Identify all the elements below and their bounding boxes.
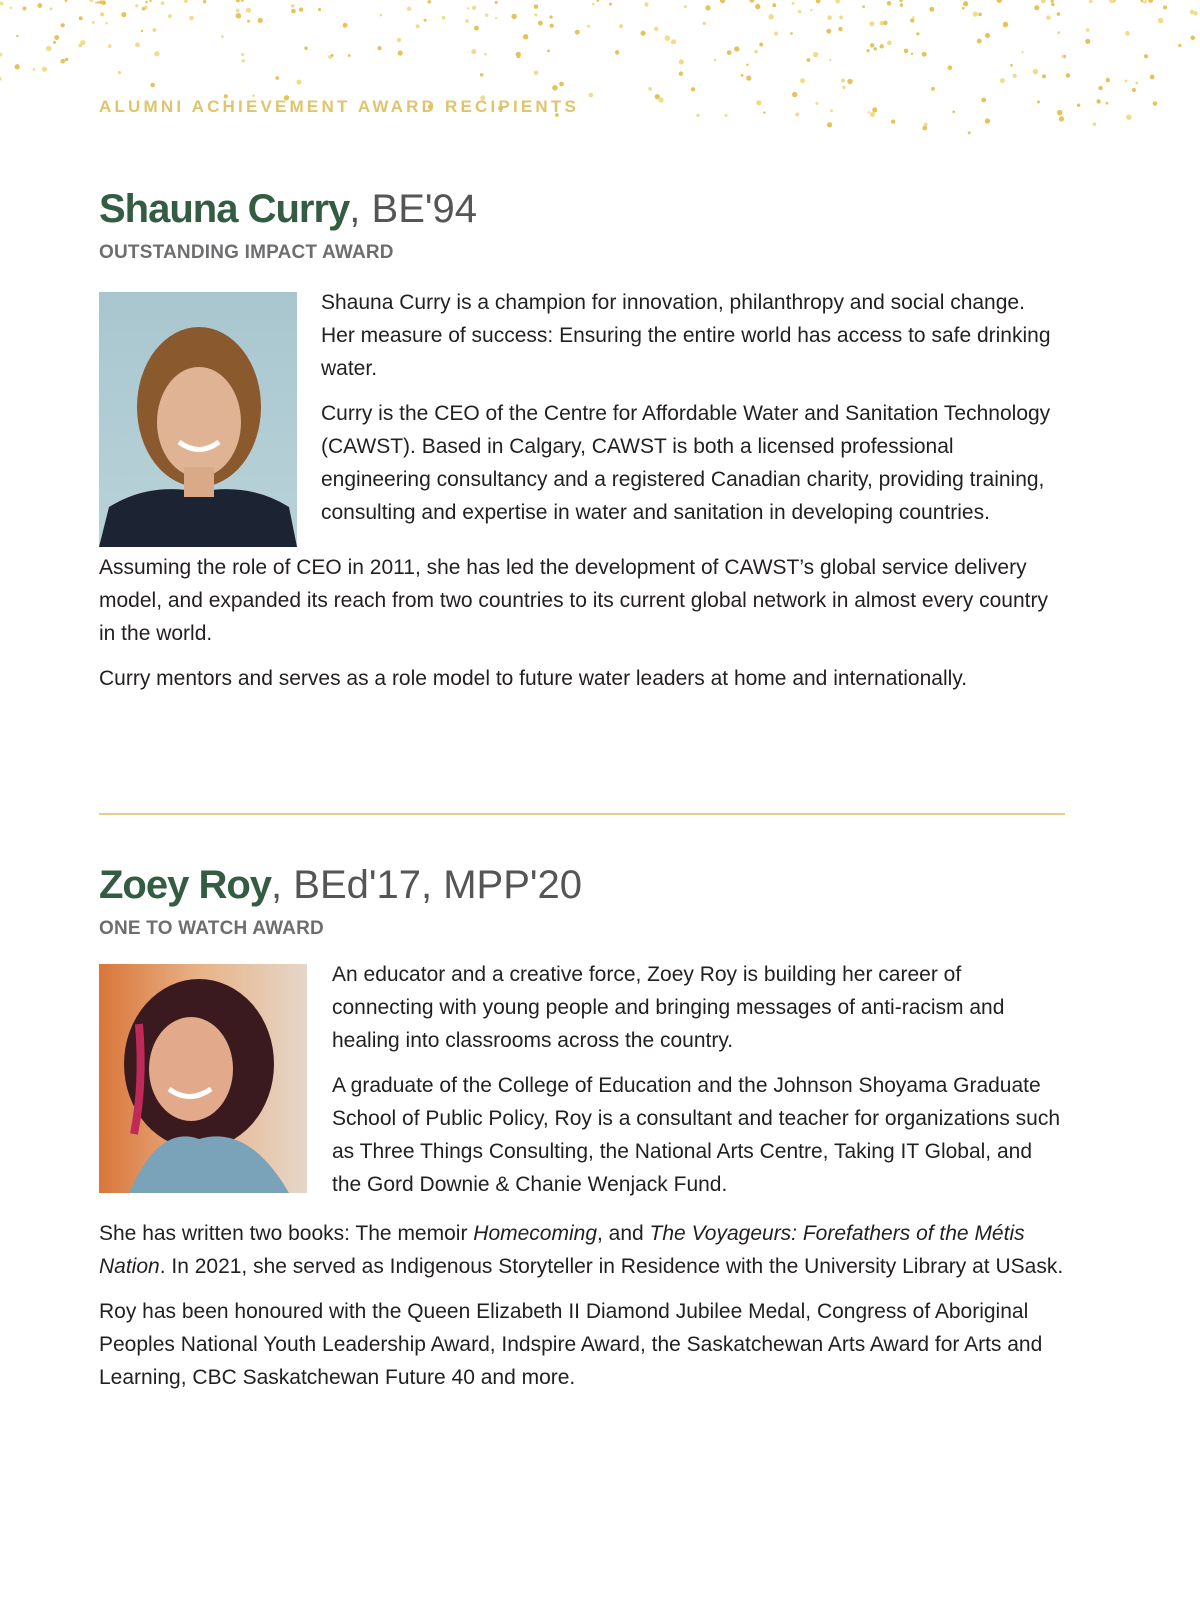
confetti-dot <box>963 1 968 6</box>
confetti-dot <box>952 110 955 113</box>
confetti-dot <box>471 49 476 54</box>
confetti-dot <box>236 13 242 19</box>
confetti-dot <box>1041 0 1046 3</box>
confetti-dot <box>534 4 539 9</box>
confetti-dot <box>189 16 194 21</box>
confetti-dot <box>887 1 892 6</box>
confetti-dot <box>791 2 794 5</box>
confetti-dot <box>912 16 914 18</box>
confetti-dot <box>727 50 732 55</box>
confetti-dot <box>377 46 381 50</box>
confetti-dot <box>1085 39 1090 44</box>
confetti-dot <box>759 42 763 46</box>
bio-paragraph: An educator and a creative force, Zoey Roy is building her career of connecting with young people and bringing messages of anti-racism and healing into classrooms across the country. <box>332 963 1005 1052</box>
confetti-dot <box>868 111 871 114</box>
recipient-shauna-curry <box>99 186 1065 707</box>
confetti-dot <box>1150 75 1155 80</box>
confetti-dot <box>870 43 874 47</box>
confetti-dot <box>236 0 240 2</box>
confetti-dot <box>550 24 554 28</box>
confetti-dot <box>968 131 971 134</box>
confetti-dot <box>891 119 895 123</box>
confetti-dot <box>816 0 821 3</box>
confetti-dot <box>880 44 884 48</box>
confetti-dot <box>615 50 619 54</box>
confetti-dot <box>619 24 623 28</box>
confetti-dot <box>973 11 978 16</box>
confetti-dot <box>135 42 140 47</box>
confetti-dot <box>841 78 845 82</box>
confetti-dot <box>869 21 874 26</box>
confetti-dot <box>807 58 811 62</box>
confetti-dot <box>978 13 982 17</box>
confetti-dot <box>655 94 660 99</box>
confetti-dot <box>835 0 840 4</box>
confetti-dot <box>1021 51 1023 53</box>
confetti-dot <box>977 39 982 44</box>
confetti-dot <box>105 22 108 25</box>
confetti-dot <box>1135 81 1138 84</box>
confetti-dot <box>1033 69 1039 75</box>
confetti-dot <box>291 9 296 14</box>
confetti-dot <box>241 53 244 56</box>
confetti-dot <box>1046 15 1051 20</box>
confetti-dot <box>465 19 469 23</box>
confetti-dot <box>755 4 760 9</box>
confetti-dot <box>141 30 143 32</box>
confetti-dot <box>1037 100 1040 103</box>
confetti-dot <box>118 71 121 74</box>
portrait-photo <box>99 964 307 1193</box>
confetti-dot <box>870 112 875 117</box>
confetti-dot <box>42 67 47 72</box>
confetti-dot <box>948 65 953 70</box>
confetti-dot <box>1096 99 1100 103</box>
confetti-dot <box>1106 78 1110 82</box>
confetti-dot <box>46 46 52 52</box>
confetti-dot <box>899 0 902 2</box>
confetti-dot <box>1158 18 1164 24</box>
confetti-dot <box>135 4 138 7</box>
confetti-dot <box>815 102 818 105</box>
confetti-dot <box>703 22 706 25</box>
bio-paragraph-books: She has written two books: The memoir Homecoming, and The Voyageurs: Forefathers of the Métis Nation. In 2021, she served as Indigenous Storyteller in Residence with the University Library at USask. <box>99 1222 1064 1278</box>
confetti-dot <box>547 49 550 52</box>
confetti-dot <box>523 34 528 39</box>
award-title: ONE TO WATCH AWARD <box>99 918 324 939</box>
confetti-dot <box>592 3 595 6</box>
confetti-dot <box>985 33 990 38</box>
confetti-dot <box>911 52 914 55</box>
confetti-dot <box>1061 55 1064 58</box>
confetti-dot <box>23 7 27 11</box>
confetti-dot <box>89 0 93 2</box>
confetti-dot <box>495 17 497 19</box>
confetti-dot <box>874 47 877 50</box>
confetti-dot <box>1000 78 1005 83</box>
confetti-dot <box>589 93 594 98</box>
confetti-dot <box>241 0 244 2</box>
confetti-dot <box>904 49 909 54</box>
confetti-dot <box>792 92 797 97</box>
confetti-dot <box>0 2 3 6</box>
confetti-dot <box>1125 80 1128 83</box>
confetti-dot <box>679 59 684 64</box>
confetti-dot <box>92 21 95 24</box>
confetti-dot <box>424 19 427 22</box>
confetti-dot <box>65 0 68 2</box>
confetti-dot <box>100 12 104 16</box>
confetti-dot <box>484 53 487 56</box>
confetti-dot <box>15 64 20 69</box>
confetti-dot <box>916 32 919 35</box>
confetti-dot <box>33 68 36 71</box>
confetti-dot <box>929 7 934 12</box>
confetti-dot <box>1059 116 1064 121</box>
confetti-dot <box>756 100 761 105</box>
confetti-dot <box>1190 10 1194 14</box>
confetti-dot <box>774 31 778 35</box>
bio-paragraph: A graduate of the College of Education and the Johnson Shoyama Graduate School of Public Policy, Roy is a consultant and teacher for organizations such as Three Things Consulting, the National Arts Centre, Taking IT Global, and the Gord Downie & Chanie Wenjack Fund. <box>332 1074 1061 1196</box>
confetti-dot <box>1126 114 1131 119</box>
confetti-dot <box>867 49 870 52</box>
confetti-dot <box>538 21 543 26</box>
confetti-dot <box>587 25 590 28</box>
confetti-dot <box>1140 0 1143 2</box>
confetti-dot <box>472 6 476 10</box>
confetti-dot <box>534 13 537 16</box>
confetti-dot <box>549 15 552 18</box>
confetti-dot <box>725 114 728 117</box>
confetti-dot <box>1093 122 1097 126</box>
confetti-dot <box>1003 22 1009 28</box>
confetti-dot <box>534 71 538 75</box>
confetti-dot <box>654 27 658 31</box>
confetti-dot <box>1163 5 1167 9</box>
confetti-dot <box>108 44 112 48</box>
confetti-dot <box>887 41 892 46</box>
confetti-dot <box>121 12 126 17</box>
confetti-dot <box>247 20 250 23</box>
confetti-dot <box>65 58 69 62</box>
confetti-dot <box>665 35 671 41</box>
confetti-dot <box>1143 1 1146 4</box>
confetti-dot <box>407 7 411 11</box>
confetti-dot <box>1010 64 1013 67</box>
confetti-dot <box>97 1 99 3</box>
confetti-dot <box>900 3 903 6</box>
confetti-dot <box>838 27 842 31</box>
confetti-dot <box>428 0 431 3</box>
confetti-dot <box>790 32 793 35</box>
confetti-dot <box>720 0 725 3</box>
confetti-dot <box>559 82 564 87</box>
confetti-dot <box>1051 0 1054 3</box>
confetti-dot <box>842 86 845 89</box>
confetti-dot <box>1125 31 1130 36</box>
confetti-dot <box>1153 101 1158 106</box>
confetti-dot <box>827 15 832 20</box>
confetti-dot <box>0 53 2 57</box>
confetti-dot <box>168 14 172 18</box>
confetti-dot <box>910 18 914 22</box>
confetti-dot <box>575 30 580 35</box>
confetti-dot <box>1077 103 1080 106</box>
confetti-dot <box>474 26 479 31</box>
bio-paragraph: Shauna Curry is a champion for innovation, philanthropy and social change. Her measure of success: Ensuring the entire world has access to safe drinking water. <box>321 291 1051 380</box>
confetti-dot <box>768 14 773 19</box>
recipient-name: Shauna Curry, BE'94 <box>99 187 478 231</box>
portrait-photo <box>99 292 297 547</box>
confetti-dot <box>1178 44 1181 47</box>
confetti-dot <box>60 59 65 64</box>
bio-paragraph: Roy has been honoured with the Queen Elizabeth II Diamond Jubilee Medal, Congress of Aboriginal Peoples National Youth Leadership Award, Indspire Award, the Saskatchewan Arts Award for Arts and Learning, CBC Saskatchewan Future 40 and more. <box>99 1300 1043 1389</box>
confetti-dot <box>221 35 224 38</box>
confetti-dot <box>1132 88 1136 92</box>
confetti-dot <box>839 16 843 20</box>
confetti-dot <box>442 16 446 20</box>
confetti-dot <box>291 4 295 8</box>
confetti-dot <box>80 40 85 45</box>
confetti-dot <box>380 14 383 17</box>
confetti-dot <box>304 46 308 50</box>
confetti-dot <box>1013 74 1017 78</box>
confetti-dot <box>922 52 927 57</box>
confetti-dot <box>705 5 710 10</box>
confetti-dot <box>827 122 832 127</box>
confetti-dot <box>648 87 652 91</box>
confetti-dot <box>679 71 684 76</box>
confetti-dot <box>800 78 805 83</box>
confetti-dot <box>99 0 103 4</box>
confetti-dot <box>813 52 818 57</box>
confetti-dot <box>511 14 516 19</box>
confetti-dot <box>184 0 188 3</box>
confetti-dot <box>691 87 695 91</box>
book-title: Homecoming <box>473 1222 597 1245</box>
confetti-dot <box>1066 73 1071 78</box>
confetti-dot <box>640 31 645 36</box>
confetti-dot <box>296 80 301 85</box>
section-divider <box>99 813 1065 815</box>
confetti-dot <box>154 51 159 56</box>
confetti-dot <box>1148 0 1153 3</box>
confetti-dot <box>142 7 146 11</box>
confetti-dot <box>741 74 744 77</box>
bio-paragraph: Assuming the role of CEO in 2011, she has led the development of CAWST’s global service delivery model, and expanded its reach from two countries to its current global network in almost every country in the world. <box>99 556 1048 645</box>
confetti-dot <box>684 5 687 8</box>
confetti-dot <box>795 112 799 116</box>
confetti-dot <box>1105 102 1108 105</box>
confetti-dot <box>50 7 53 10</box>
recipient-zoey-roy <box>99 862 1065 1406</box>
book-title: The Voyageurs: Forefathers of the Métis Nation <box>99 1222 1025 1278</box>
confetti-dot <box>696 114 699 117</box>
confetti-dot <box>299 7 303 11</box>
confetti-dot <box>596 0 599 2</box>
confetti-dot <box>397 38 401 42</box>
confetti-dot <box>152 28 156 32</box>
gold-confetti-decoration <box>0 0 1200 160</box>
confetti-dot <box>1144 54 1148 58</box>
confetti-dot <box>552 85 558 91</box>
confetti-dot <box>485 13 489 17</box>
confetti-dot <box>236 9 240 13</box>
confetti-dot <box>1042 74 1046 78</box>
confetti-dot <box>931 87 935 91</box>
bio-paragraph: Curry mentors and serves as a role model to future water leaders at home and internationally. <box>99 667 968 690</box>
confetti-dot <box>746 75 751 80</box>
confetti-dot <box>981 98 986 103</box>
confetti-dot <box>922 126 927 131</box>
confetti-dot <box>810 9 812 11</box>
bio-paragraph: Curry is the CEO of the Centre for Affordable Water and Sanitation Technology (CAWST). Based in Calgary, CAWST is both a licensed professional engineering consultancy and a registered Canadian charity, providing training, consulting and expertise in water and sanitation in developing countries. <box>321 402 1051 524</box>
confetti-dot <box>985 118 990 123</box>
confetti-dot <box>343 23 348 28</box>
confetti-dot <box>644 2 648 6</box>
confetti-dot <box>1086 28 1090 32</box>
confetti-dot <box>0 77 2 80</box>
confetti-dot <box>671 39 676 44</box>
confetti-dot <box>145 1 148 4</box>
confetti-dot <box>714 59 717 62</box>
confetti-dot <box>749 0 754 3</box>
confetti-dot <box>763 111 765 113</box>
confetti-dot <box>150 83 155 88</box>
confetti-dot <box>275 76 279 80</box>
confetti-dot <box>258 18 263 23</box>
confetti-dot <box>1057 12 1061 16</box>
confetti-dot <box>1051 3 1054 6</box>
confetti-dot <box>1098 86 1103 91</box>
confetti-dot <box>467 7 469 9</box>
confetti-dot <box>516 52 521 57</box>
confetti-dot <box>495 1 498 4</box>
confetti-dot <box>830 109 833 112</box>
confetti-dot <box>318 8 321 11</box>
section-eyebrow: ALUMNI ACHIEVEMENT AWARD RECIPIENTS <box>99 97 580 116</box>
confetti-dot <box>1057 31 1060 34</box>
recipient-name: Zoey Roy, BEd'17, MPP'20 <box>99 863 583 907</box>
confetti-dot <box>962 7 965 10</box>
confetti-dot <box>416 24 420 28</box>
confetti-dot <box>331 54 334 57</box>
confetti-dot <box>826 29 831 34</box>
confetti-dot <box>348 54 351 57</box>
confetti-dot <box>798 10 801 13</box>
confetti-dot <box>61 23 65 27</box>
confetti-dot <box>203 0 206 3</box>
confetti-dot <box>480 73 484 77</box>
confetti-dot <box>829 59 831 61</box>
confetti-dot <box>54 35 59 40</box>
confetti-dot <box>1034 5 1039 10</box>
confetti-dot <box>754 50 758 54</box>
confetti-dot <box>242 59 245 62</box>
confetti-dot <box>862 5 865 8</box>
confetti-dot <box>847 79 852 84</box>
confetti-dot <box>609 3 612 6</box>
confetti-dot <box>772 3 776 7</box>
confetti-dot <box>872 107 877 112</box>
confetti-dot <box>149 0 151 2</box>
confetti-dot <box>79 16 83 20</box>
confetti-dot <box>10 7 13 10</box>
confetti-dot <box>16 35 18 37</box>
confetti-dot <box>997 0 1002 3</box>
confetti-dot <box>161 1 165 5</box>
confetti-dot <box>1190 35 1195 40</box>
confetti-dot <box>37 3 42 8</box>
confetti-dot <box>746 64 749 67</box>
confetti-dot <box>53 41 56 44</box>
award-title: OUTSTANDING IMPACT AWARD <box>99 242 394 263</box>
confetti-dot <box>1089 0 1093 3</box>
confetti-dot <box>246 8 251 13</box>
confetti-dot <box>1057 110 1063 116</box>
confetti-dot <box>398 50 403 55</box>
confetti-dot <box>734 46 739 51</box>
confetti-dot <box>883 21 888 26</box>
